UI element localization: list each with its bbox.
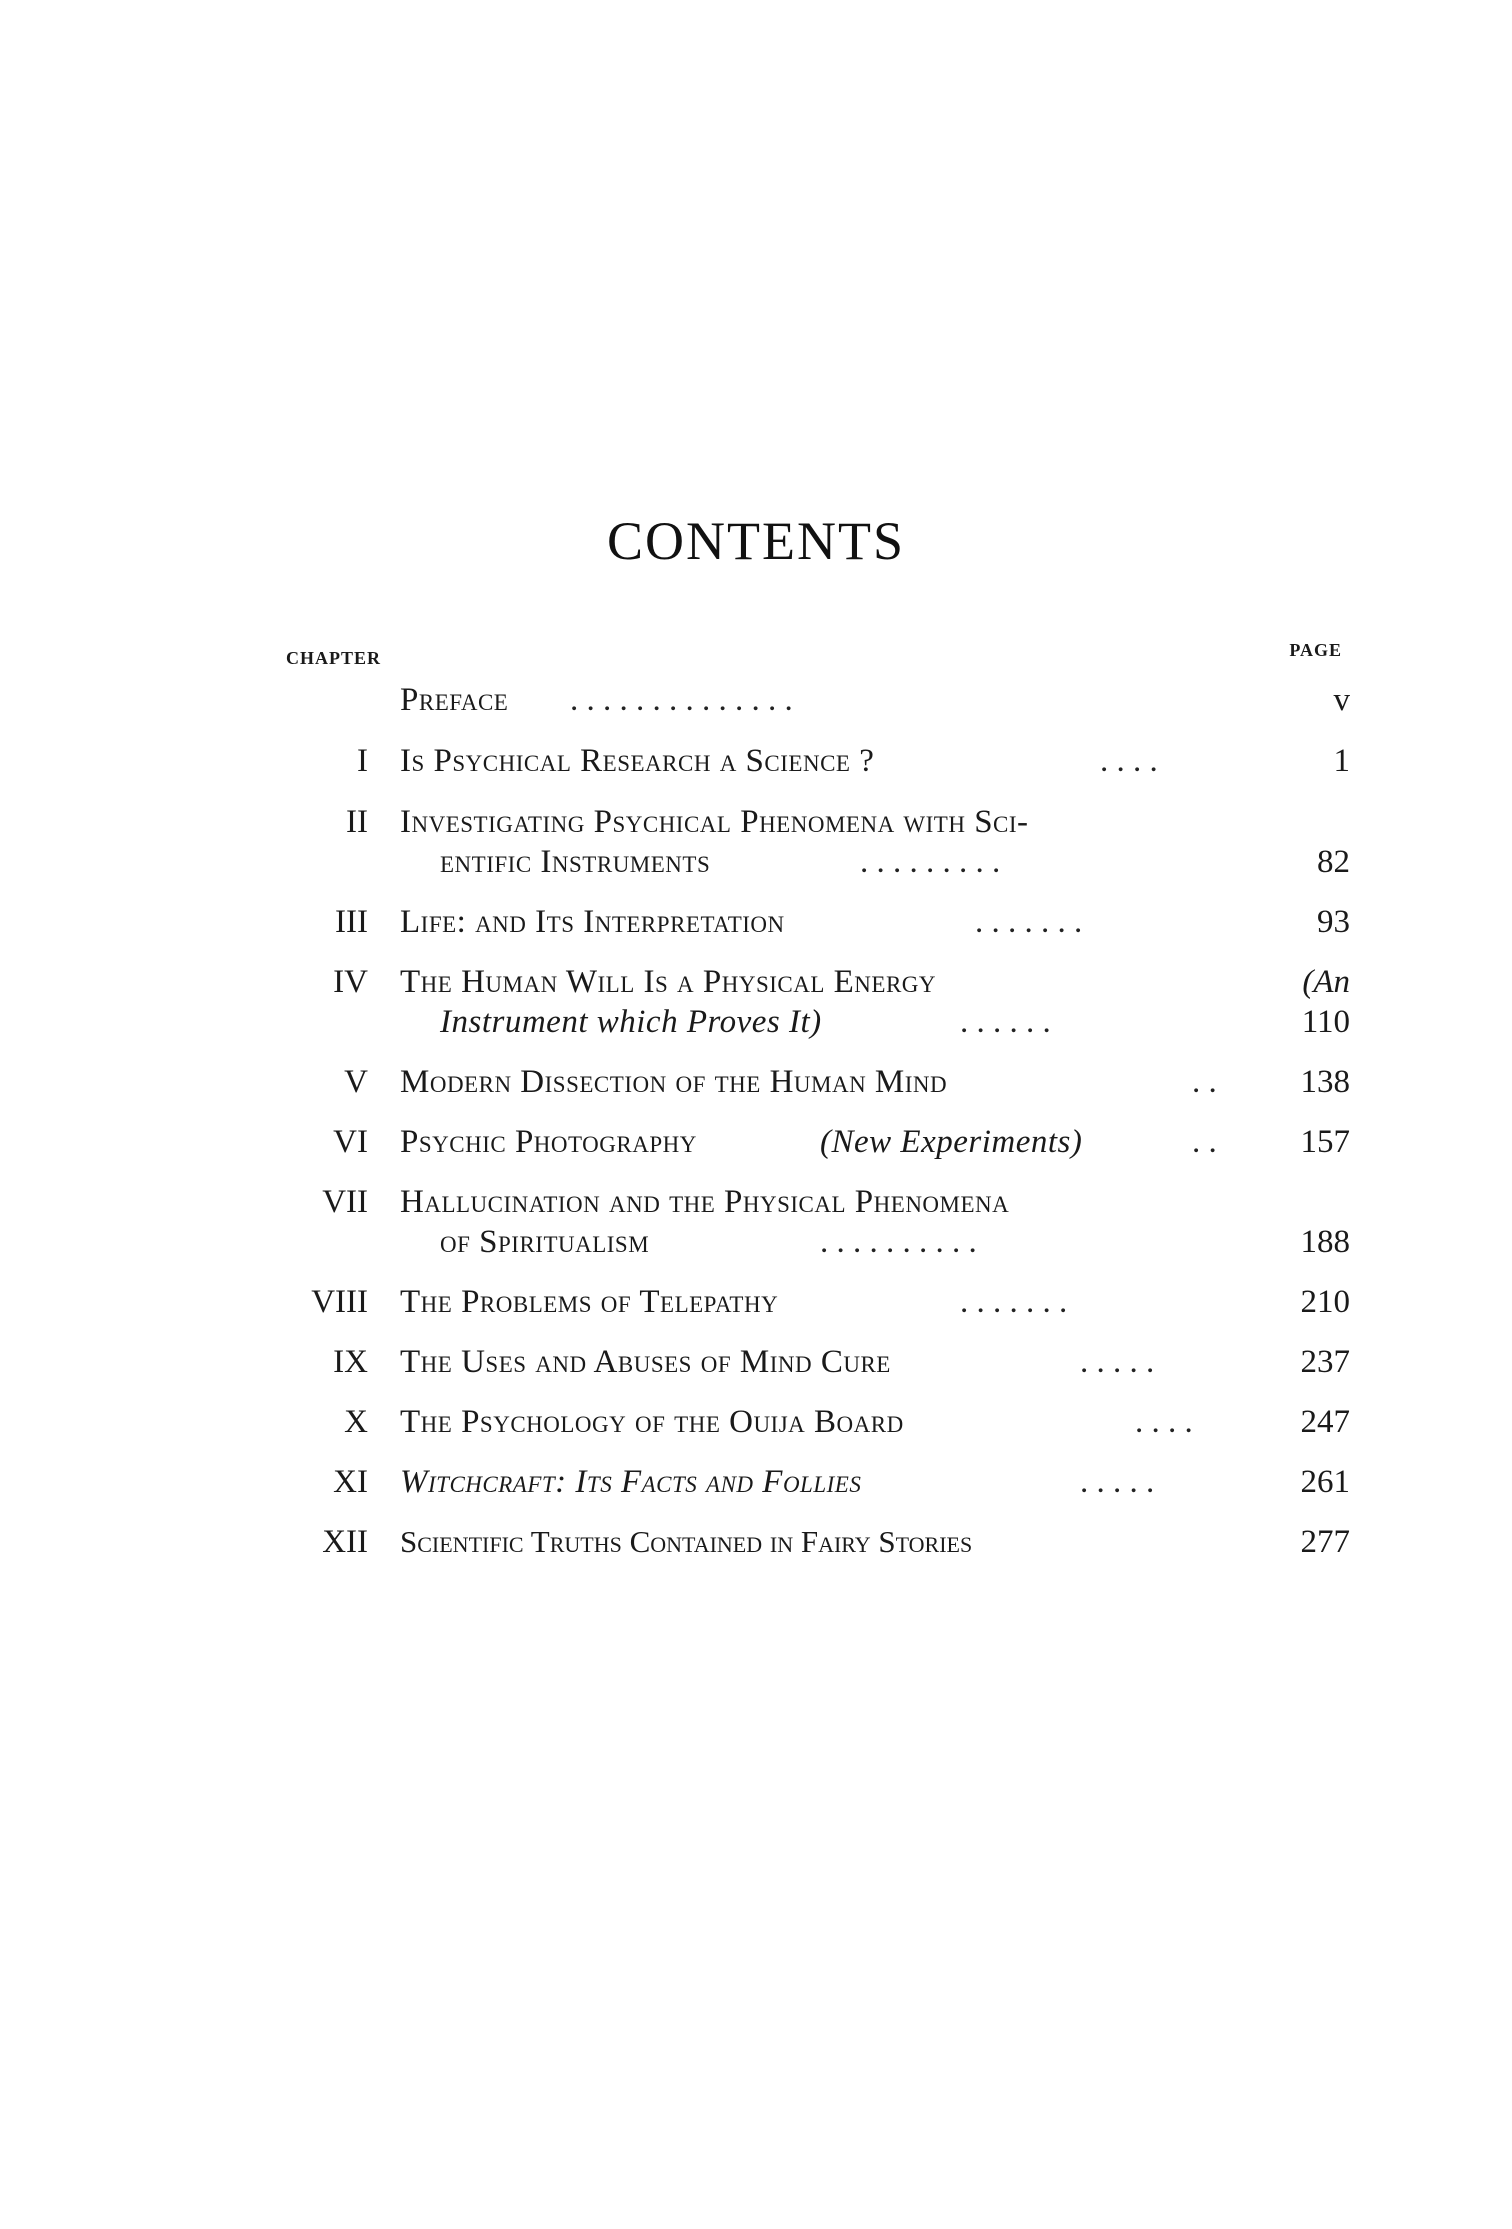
page-title: CONTENTS xyxy=(607,511,905,571)
entry-title: Investigating Psychical Phenomena with Sci- xyxy=(400,804,1029,840)
leader-dots: . . . . . . . . . . xyxy=(820,1224,977,1260)
page-column-label: PAGE xyxy=(1289,640,1342,660)
table-of-contents xyxy=(280,640,1350,1562)
chapter-number: X xyxy=(344,1404,368,1440)
entry-title: Is Psychical Research a Science ? xyxy=(400,743,875,779)
toc-entry-3 xyxy=(280,902,1350,942)
leader-dots: . . . . xyxy=(1135,1404,1193,1440)
leader-dots: . . . . . xyxy=(1080,1464,1155,1500)
chapter-number: III xyxy=(335,904,368,940)
entry-title: Hallucination and the Physical Phenomena xyxy=(400,1184,1010,1220)
chapter-number: VIII xyxy=(311,1284,368,1320)
toc-entry-preface xyxy=(280,680,1350,720)
page-number: 1 xyxy=(1333,743,1350,779)
entry-title: Preface xyxy=(400,682,509,718)
toc-entry-1 xyxy=(280,741,1350,781)
chapter-number: XII xyxy=(322,1524,368,1560)
leader-dots: . . . . . . . . . . . . . . xyxy=(570,682,793,718)
entry-title: Modern Dissection of the Human Mind xyxy=(400,1064,948,1100)
toc-entry-11 xyxy=(280,1462,1350,1502)
page-number: 237 xyxy=(1300,1344,1350,1380)
page-number: 247 xyxy=(1300,1404,1350,1440)
leader-dots: . . . . . . . xyxy=(960,1284,1068,1320)
chapter-column-label: CHAPTER xyxy=(286,648,382,668)
page-number: 157 xyxy=(1300,1124,1350,1160)
toc-header xyxy=(280,640,1350,680)
toc-entry-10 xyxy=(280,1402,1350,1442)
entry-title: Life: and Its Interpretation xyxy=(400,904,785,940)
leader-dots: . . . . . xyxy=(1080,1344,1155,1380)
entry-title: The Psychology of the Ouija Board xyxy=(400,1404,904,1440)
entry-title-continued: Instrument which Proves It) xyxy=(440,1004,822,1040)
entry-title: Witchcraft: Its Facts and Follies xyxy=(400,1464,862,1500)
page-number: 277 xyxy=(1300,1524,1350,1560)
toc-entry-8 xyxy=(280,1282,1350,1322)
chapter-number: IV xyxy=(333,964,368,1000)
toc-entry-6 xyxy=(280,1122,1350,1162)
page-number: 138 xyxy=(1300,1064,1350,1100)
page-number: 93 xyxy=(1317,904,1350,940)
page-number: 110 xyxy=(1301,1004,1350,1040)
toc-entry-9 xyxy=(280,1342,1350,1382)
chapter-number: IX xyxy=(333,1344,368,1380)
chapter-number: XI xyxy=(333,1464,368,1500)
leader-dots: . . . . . . . xyxy=(975,904,1083,940)
leader-dots: . . xyxy=(1192,1064,1217,1100)
toc-entry-4 xyxy=(280,962,1350,1042)
page-number: 210 xyxy=(1300,1284,1350,1320)
entry-title: The Problems of Telepathy xyxy=(400,1284,779,1320)
page-number: 82 xyxy=(1317,844,1350,880)
entry-title-continued: of Spiritualism xyxy=(440,1224,650,1260)
leader-dots: . . . . xyxy=(1100,743,1158,779)
leader-dots: . . . . . . xyxy=(960,1004,1051,1040)
entry-title: Psychic Photography xyxy=(400,1124,697,1160)
entry-title-continued: entific Instruments xyxy=(440,844,711,880)
chapter-number: VII xyxy=(322,1184,368,1220)
entry-title: The Human Will Is a Physical Energy xyxy=(400,964,937,1000)
chapter-number: V xyxy=(344,1064,368,1100)
page-number: 261 xyxy=(1300,1464,1350,1500)
page-number: v xyxy=(1333,682,1350,718)
chapter-number: VI xyxy=(333,1124,368,1160)
toc-entry-5 xyxy=(280,1062,1350,1102)
entry-title: The Uses and Abuses of Mind Cure xyxy=(400,1344,891,1380)
page-number: 188 xyxy=(1300,1224,1350,1260)
chapter-number: I xyxy=(357,743,368,779)
toc-entry-12 xyxy=(280,1522,1350,1562)
toc-entry-2 xyxy=(280,802,1350,882)
leader-dots: . . . . . . . . . xyxy=(860,844,1001,880)
leader-dots: . . xyxy=(1192,1124,1217,1160)
entry-title-aside: (An xyxy=(1302,964,1350,1000)
toc-entry-7 xyxy=(280,1182,1350,1262)
chapter-number: II xyxy=(346,804,368,840)
entry-title-aside: (New Experiments) xyxy=(820,1124,1083,1160)
entry-title: Scientific Truths Contained in Fairy Stories xyxy=(400,1524,973,1559)
